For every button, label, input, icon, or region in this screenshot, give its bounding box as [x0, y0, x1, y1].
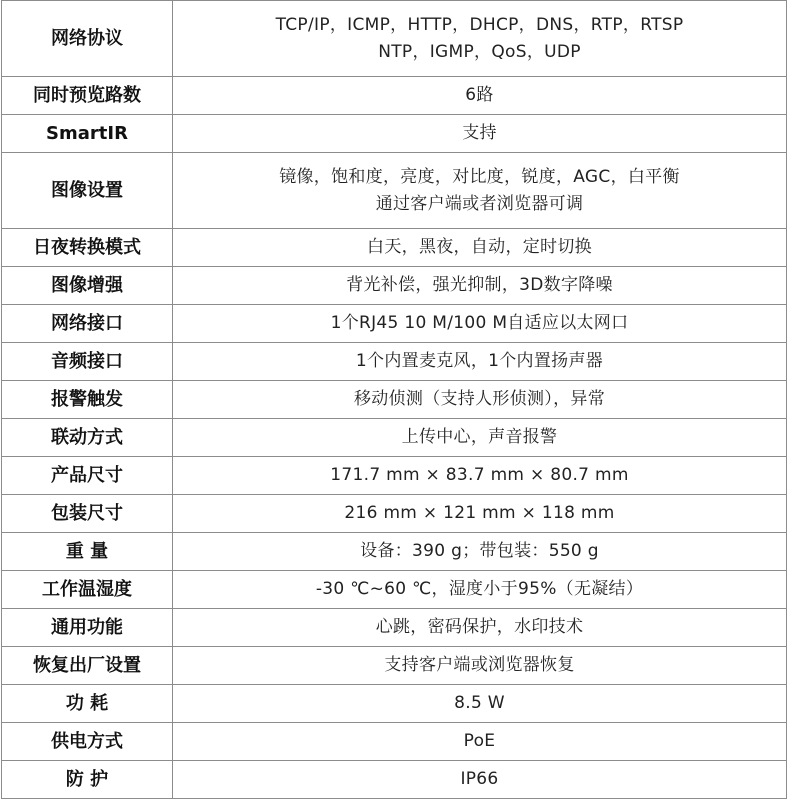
- row-label: 同时预览路数: [2, 77, 173, 115]
- row-value: [173, 457, 787, 495]
- row-label: 网络协议: [2, 1, 173, 77]
- row-label: 工作温湿度: [2, 571, 173, 609]
- value-line: 1个内置麦克风，1个内置扬声器: [355, 351, 604, 372]
- spec-row-protection: [2, 761, 787, 799]
- row-label: 图像增强: [2, 267, 173, 305]
- spec-row-alarm-trigger: [2, 381, 787, 419]
- row-label: 包装尺寸: [2, 495, 173, 533]
- row-label: 产品尺寸: [2, 457, 173, 495]
- value-line: 心跳，密码保护，水印技术: [375, 617, 584, 638]
- spec-row-package-size: [2, 495, 787, 533]
- row-label: 供电方式: [2, 723, 173, 761]
- spec-row-factory-reset: [2, 647, 787, 685]
- spec-row-weight: [2, 533, 787, 571]
- row-label: 日夜转换模式: [2, 229, 173, 267]
- row-label: 重 量: [2, 533, 173, 571]
- spec-row-day-night-mode: [2, 229, 787, 267]
- row-value: [173, 495, 787, 533]
- row-value: [173, 533, 787, 571]
- value-line: 171.7 mm × 83.7 mm × 80.7 mm: [330, 465, 629, 486]
- value-line: 216 mm × 121 mm × 118 mm: [344, 503, 615, 524]
- row-value: [173, 723, 787, 761]
- value-line: 支持: [462, 123, 497, 144]
- value-line: -30 ℃~60 ℃，湿度小于95%（无凝结）: [315, 579, 644, 600]
- value-line: TCP/IP，ICMP，HTTP，DHCP，DNS，RTP，RTSP: [275, 15, 684, 36]
- row-value: [173, 115, 787, 153]
- row-label: 功 耗: [2, 685, 173, 723]
- row-value: [173, 419, 787, 457]
- value-line: 8.5 W: [454, 693, 505, 714]
- spec-row-preview-channels: [2, 77, 787, 115]
- spec-table: [1, 0, 787, 799]
- spec-row-linkage-mode: [2, 419, 787, 457]
- spec-row-general-functions: [2, 609, 787, 647]
- value-line: 设备：390 g；带包装：550 g: [360, 541, 599, 562]
- row-value: [173, 685, 787, 723]
- row-value: [173, 229, 787, 267]
- row-value: [173, 761, 787, 799]
- value-line: IP66: [460, 769, 499, 790]
- value-line: 支持客户端或浏览器恢复: [384, 655, 575, 676]
- value-line: 1个RJ45 10 M/100 M自适应以太网口: [330, 313, 629, 334]
- spec-row-image-enhancement: [2, 267, 787, 305]
- value-line: PoE: [463, 731, 496, 752]
- row-label: 图像设置: [2, 153, 173, 229]
- spec-row-audio-interface: [2, 343, 787, 381]
- value-line: 镜像，饱和度，亮度，对比度，锐度，AGC，白平衡: [279, 167, 680, 188]
- row-value: [173, 381, 787, 419]
- spec-row-network-protocol: [2, 1, 787, 77]
- value-line: 上传中心，声音报警: [401, 427, 558, 448]
- row-value: [173, 343, 787, 381]
- spec-row-image-settings: [2, 153, 787, 229]
- row-label: SmartIR: [2, 115, 173, 153]
- value-line: 6路: [465, 85, 494, 106]
- row-label: 防 护: [2, 761, 173, 799]
- spec-row-network-interface: [2, 305, 787, 343]
- row-label: 恢复出厂设置: [2, 647, 173, 685]
- spec-row-power-consumption: [2, 685, 787, 723]
- spec-row-product-size: [2, 457, 787, 495]
- value-line: 白天，黑夜，自动，定时切换: [367, 237, 592, 258]
- value-line: 通过客户端或者浏览器可调: [375, 193, 584, 214]
- row-label: 音频接口: [2, 343, 173, 381]
- row-value: [173, 153, 787, 229]
- row-label: 网络接口: [2, 305, 173, 343]
- row-value: [173, 77, 787, 115]
- row-label: 报警触发: [2, 381, 173, 419]
- value-line: 移动侦测（支持人形侦测），异常: [354, 389, 605, 410]
- value-line: NTP，IGMP，QoS，UDP: [378, 41, 581, 62]
- spec-row-smartir: [2, 115, 787, 153]
- row-label: 联动方式: [2, 419, 173, 457]
- row-label: 通用功能: [2, 609, 173, 647]
- row-value: [173, 1, 787, 77]
- row-value: [173, 571, 787, 609]
- value-line: 背光补偿，强光抑制，3D数字降噪: [346, 275, 613, 296]
- spec-row-power-supply: [2, 723, 787, 761]
- spec-row-operating-conditions: [2, 571, 787, 609]
- row-value: [173, 305, 787, 343]
- row-value: [173, 267, 787, 305]
- row-value: [173, 609, 787, 647]
- row-value: [173, 647, 787, 685]
